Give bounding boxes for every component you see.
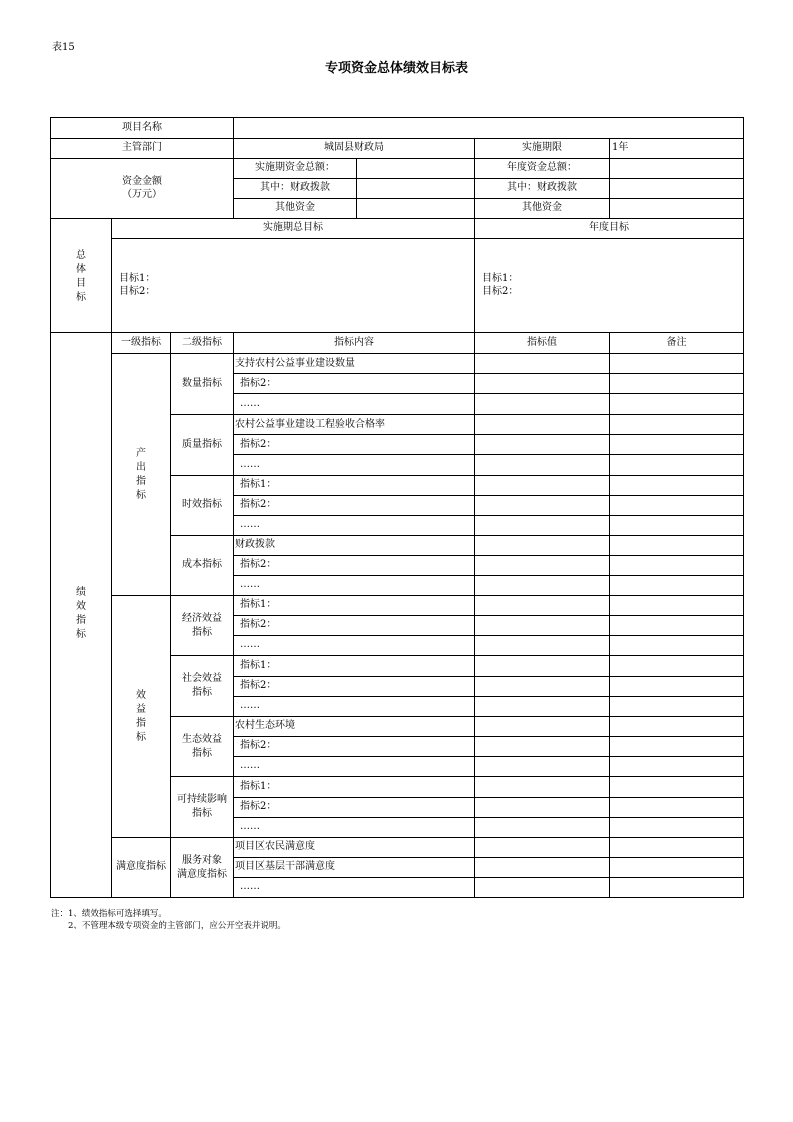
indicator-item: …… [240, 760, 260, 771]
benefit-label-4: 标 [136, 732, 146, 743]
indicator-item: …… [240, 700, 260, 711]
sustainable-label-1: 可持续影响 [177, 794, 227, 805]
year-total-label: 年度资金总额： [507, 162, 577, 173]
service-label-1: 服务对象 [182, 855, 222, 866]
economic-label-1: 经济效益 [182, 613, 222, 624]
sustainable-label-2: 指标 [192, 808, 212, 819]
indicator-item: 指标1： [240, 781, 277, 792]
year-other-label: 其他资金 [522, 202, 562, 213]
indicator-item: …… [240, 519, 260, 530]
indicator-item: 指标2： [240, 680, 277, 691]
indicator-item: 指标2： [240, 499, 277, 510]
indicator-item: 指标2： [240, 619, 277, 630]
funds-label-line2: （万元） [122, 189, 162, 200]
impl-goal-header: 实施期总目标 [263, 222, 323, 233]
impl-other-label: 其他资金 [275, 202, 315, 213]
year-goal-item: 目标1： [482, 273, 519, 284]
funds-label-line1: 资金金额 [122, 176, 162, 187]
goals-side-label-2: 体 [76, 264, 86, 275]
indicators-side-label-3: 指 [76, 615, 86, 626]
header-content: 指标内容 [334, 337, 374, 348]
service-label-2: 满意度指标 [177, 869, 227, 880]
indicator-item: 指标2： [240, 559, 277, 570]
benefit-label-3: 指 [136, 718, 146, 729]
ecological-label-1: 生态效益 [182, 734, 222, 745]
indicator-item: 指标2： [240, 439, 277, 450]
indicator-item: 支持农村公益事业建设数量 [235, 358, 355, 369]
indicator-item: 项目区农民满意度 [235, 841, 315, 852]
impl-goal-item: 目标1： [119, 273, 156, 284]
ecological-label-2: 指标 [192, 748, 212, 759]
indicator-item: …… [240, 639, 260, 650]
satisfaction-label: 满意度指标 [116, 861, 166, 872]
indicator-item: 指标1： [240, 599, 277, 610]
indicator-item: 指标1： [240, 479, 277, 490]
indicators-side-label-4: 标 [76, 629, 86, 640]
indicator-item: 财政拨款 [235, 539, 275, 550]
table-number: 表15 [52, 42, 75, 53]
benefit-label-1: 效 [136, 690, 146, 701]
period-value: 1年 [612, 142, 629, 153]
indicator-item: …… [240, 881, 260, 892]
footnote-2: 2、不管理本级专项资金的主管部门，应公开空表并说明。 [68, 921, 286, 931]
year-goal-header: 年度目标 [589, 222, 629, 233]
timeliness-label: 时效指标 [182, 499, 222, 510]
page-title: 专项资金总体绩效目标表 [324, 61, 468, 76]
project-name-label: 项目名称 [122, 122, 162, 133]
output-label-4: 标 [136, 490, 146, 501]
footnote-1: 注：1、绩效指标可选择填写。 [51, 909, 167, 919]
indicator-item: …… [240, 459, 260, 470]
indicator-item: 项目区基层干部满意度 [235, 861, 335, 872]
year-goal-item: 目标2： [482, 286, 519, 297]
indicators-side-label-2: 效 [76, 601, 86, 612]
header-note: 备注 [666, 337, 687, 348]
benefit-label-2: 益 [136, 704, 146, 715]
header-level2: 二级指标 [182, 337, 222, 348]
dept-label: 主管部门 [122, 142, 162, 153]
indicator-item: 农村公益事业建设工程验收合格率 [235, 419, 385, 430]
social-label-1: 社会效益 [182, 673, 222, 684]
goals-side-label-1: 总 [76, 250, 86, 261]
indicator-item: 指标1： [240, 660, 277, 671]
indicators-side-label-1: 绩 [76, 587, 86, 598]
indicator-item: …… [240, 579, 260, 590]
economic-label-2: 指标 [192, 627, 212, 638]
impl-fiscal-label: 其中：财政拨款 [260, 182, 330, 193]
social-label-2: 指标 [192, 687, 212, 698]
indicator-item: 农村生态环境 [235, 720, 295, 731]
impl-goal-item: 目标2： [119, 286, 156, 297]
quality-label: 质量指标 [182, 439, 222, 450]
indicator-item: 指标2： [240, 801, 277, 812]
header-level1: 一级指标 [121, 337, 161, 348]
goals-side-label-3: 目 [76, 278, 86, 289]
header-value: 指标值 [527, 337, 557, 348]
output-label-2: 出 [136, 462, 146, 473]
period-label: 实施期限 [522, 142, 562, 153]
quantity-label: 数量指标 [182, 378, 222, 389]
indicator-item: 指标2： [240, 378, 277, 389]
cost-label: 成本指标 [182, 559, 222, 570]
indicator-item: …… [240, 821, 260, 832]
output-label-1: 产 [136, 448, 146, 459]
year-fiscal-label: 其中：财政拨款 [507, 182, 577, 193]
impl-total-label: 实施期资金总额： [255, 162, 335, 173]
indicator-item: …… [240, 398, 260, 409]
indicator-item: 指标2： [240, 740, 277, 751]
dept-value: 城固县财政局 [324, 142, 384, 153]
goals-side-label-4: 标 [76, 292, 86, 303]
output-label-3: 指 [136, 476, 146, 487]
